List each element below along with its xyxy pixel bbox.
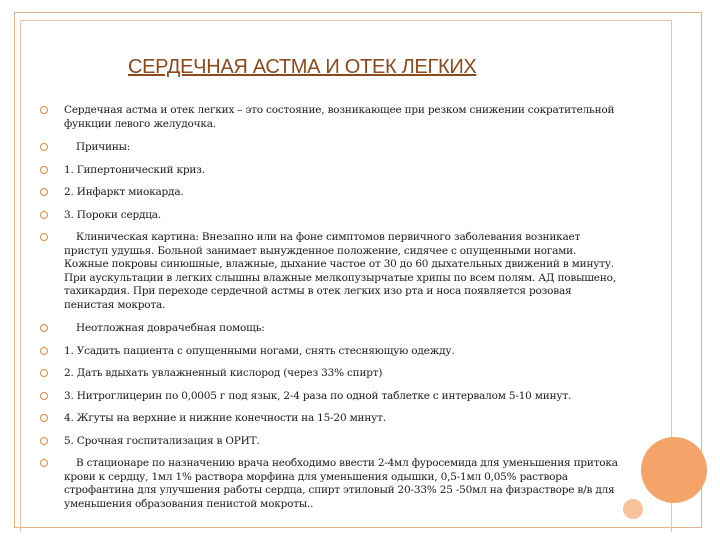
bullet-icon	[40, 106, 48, 114]
list-item	[38, 186, 618, 200]
list-item-text: 1. Гипертонический криз.	[64, 163, 205, 176]
list-item	[38, 345, 618, 359]
list-item-text: 2. Дать вдыхать увлажненный кислород (через 33% спирт)	[64, 367, 383, 379]
bullet-icon	[40, 166, 48, 174]
list-item	[38, 231, 618, 312]
list-item	[38, 435, 618, 449]
bullet-icon	[40, 188, 48, 196]
list-item	[38, 104, 618, 131]
list-item	[38, 322, 618, 336]
list-item-text: 5. Срочная госпитализация в ОРИТ.	[64, 434, 260, 447]
list-item-text: 3. Пороки сердца.	[64, 208, 162, 221]
list-item-text: 4. Жгуты на верхние и нижние конечности на 15-20 минут.	[64, 412, 386, 424]
list-item-text: 2. Инфаркт миокарда.	[64, 186, 184, 198]
list-item-text: Неотложная доврачебная помощь:	[76, 322, 265, 334]
bullet-icon	[40, 392, 48, 400]
bullet-icon	[40, 233, 48, 241]
list-item-text: 3. Нитроглицерин по 0,0005 г под язык, 2-4 раза по одной таблетке с интервалом 5-10 минут.	[64, 389, 572, 402]
list-item-text: Клиническая картина: Внезапно или на фоне симптомов первичного заболевания возникает приступ удушья. Больной занимает вынужденное положение, сидячее с опущенными ногами. Кожные покровы синюшные, влажные, дыхание частое от 30 до 60 дыхательных движений в минуту. При аускультации в легких слышны влажные мелкопузырчатые хрипы по всем полям. АД повышено, тахикардия. При переходе сердечной астмы в отек легких изо рта и носа появляется розовая пенистая мокрота.	[64, 231, 616, 311]
decorative-circle-small	[622, 498, 644, 520]
list-item-text: Сердечная астма и отек легких – это состояние, возникающее при резком снижении сократительной функции левого желудочка.	[64, 104, 615, 130]
list-item	[38, 141, 618, 155]
bullet-icon	[40, 211, 48, 219]
list-item	[38, 164, 618, 178]
bullet-icon	[40, 369, 48, 377]
bullet-icon	[40, 324, 48, 332]
bullet-icon	[40, 437, 48, 445]
bullet-icon	[40, 459, 48, 467]
list-item	[38, 390, 618, 404]
decorative-circle-large	[641, 437, 707, 503]
slide-title: СЕРДЕЧНАЯ АСТМА И ОТЕК ЛЕГКИХ	[128, 56, 477, 78]
list-item	[38, 457, 618, 511]
list-item-text: В стационаре по назначению врача необходимо ввести 2-4мл фуросемида для уменьшения притока крови к сердцу, 1мл 1% раствора морфина для уменьшения одышки, 0,5-1мл 0,05% раствора строфантина для улучшения работы сердца, спирт этиловый 20-33% 25 -50мл на физрастворе в/в для уменьшения образования пенистой мокроты..	[64, 457, 618, 510]
list-item-text: Причины:	[76, 141, 131, 153]
bullet-icon	[40, 347, 48, 355]
list-item	[38, 209, 618, 223]
list-item-text: 1. Усадить пациента с опущенными ногами, снять стесняющую одежду.	[64, 344, 455, 357]
bullet-icon	[40, 414, 48, 422]
list-item	[38, 412, 618, 426]
list-item	[38, 367, 618, 381]
bullet-icon	[40, 143, 48, 151]
bullet-list	[38, 104, 618, 521]
